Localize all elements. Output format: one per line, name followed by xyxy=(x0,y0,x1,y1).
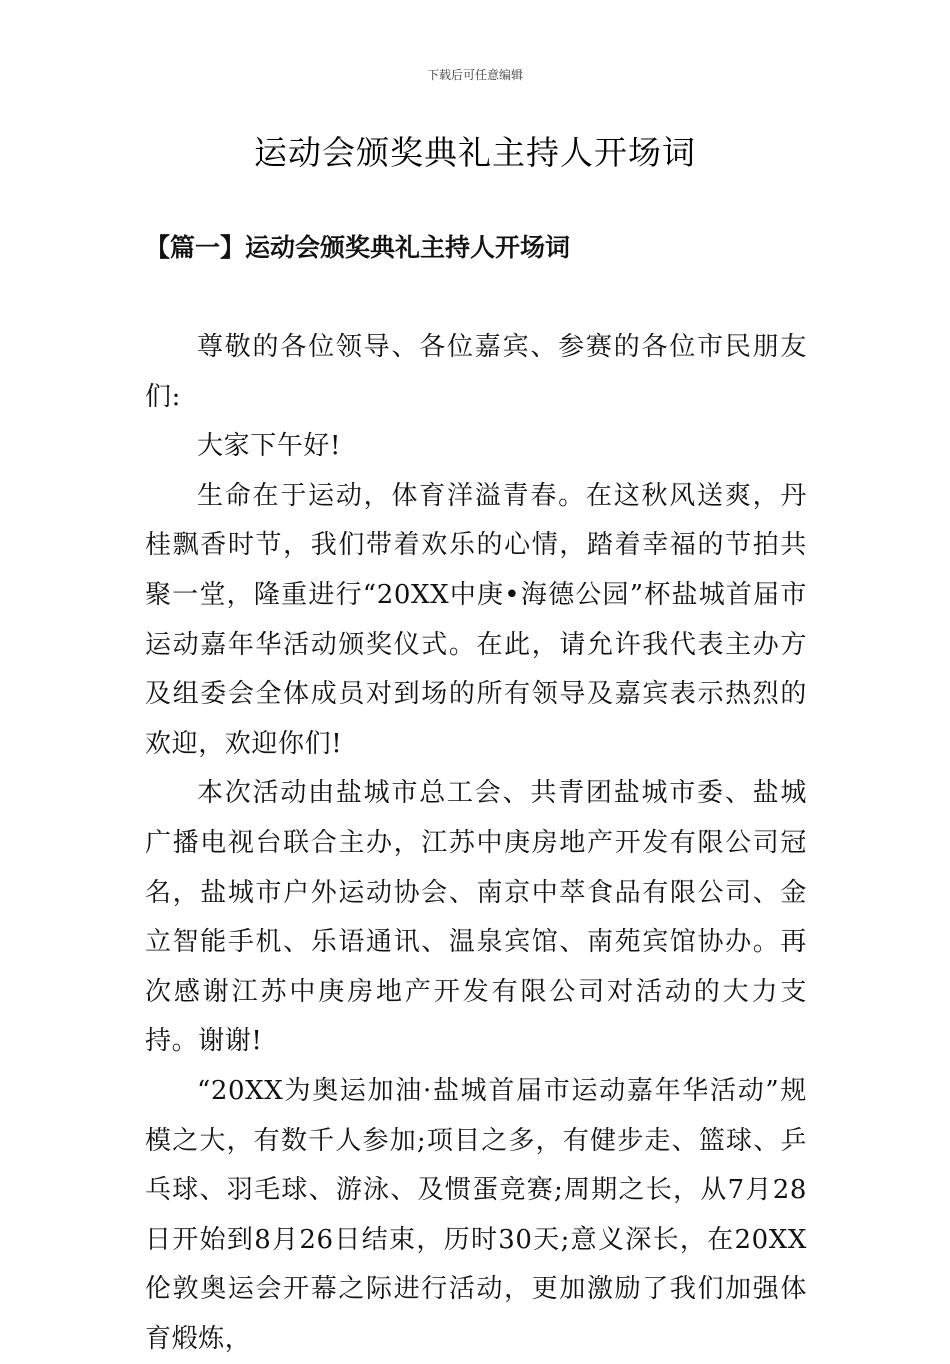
header-note: 下载后可任意编辑 xyxy=(426,68,523,82)
paragraph-salutation: 尊敬的各位领导、各位嘉宾、参赛的各位市民朋友们: xyxy=(145,332,807,412)
section-heading: 【篇一】运动会颁奖典礼主持人开场词 xyxy=(145,233,571,262)
document-title: 运动会颁奖典礼主持人开场词 xyxy=(254,133,696,172)
document-body xyxy=(145,323,807,1364)
paragraph-opening: 生命在于运动，体育洋溢青春。在这秋风送爽，丹桂飘香时节，我们带着欢乐的心情，踏着幸福的节拍共聚一堂，隆重进行“20XX中庚•海德公园”杯盐城首届市运动嘉年华活动颁奖仪式。在此，请允许我代表主办方及组委会全体成员对到场的所有领导及嘉宾表示热烈的欢迎，欢迎你们! xyxy=(145,480,807,759)
paragraph-organizers: 本次活动由盐城市总工会、共青团盐城市委、盐城广播电视台联合主办，江苏中庚房地产开发有限公司冠名，盐城市户外运动协会、南京中萃食品有限公司、金立智能手机、乐语通讯、温泉宾馆、南苑宾馆协办。再次感谢江苏中庚房地产开发有限公司对活动的大力支持。谢谢! xyxy=(145,778,807,1057)
paragraph-event-scale: “20XX为奥运加油·盐城首届市运动嘉年华活动”规模之大，有数千人参加;项目之多，有健步走、篮球、乒乓球、羽毛球、游泳、及惯蛋竞赛;周期之长，从7月28日开始到8月26日结束，历时30天;意义深长，在20XX伦敦奥运会开幕之际进行活动，更加激励了我们加强体育煅炼， xyxy=(145,1075,807,1354)
paragraph-greeting: 大家下午好! xyxy=(197,431,342,462)
